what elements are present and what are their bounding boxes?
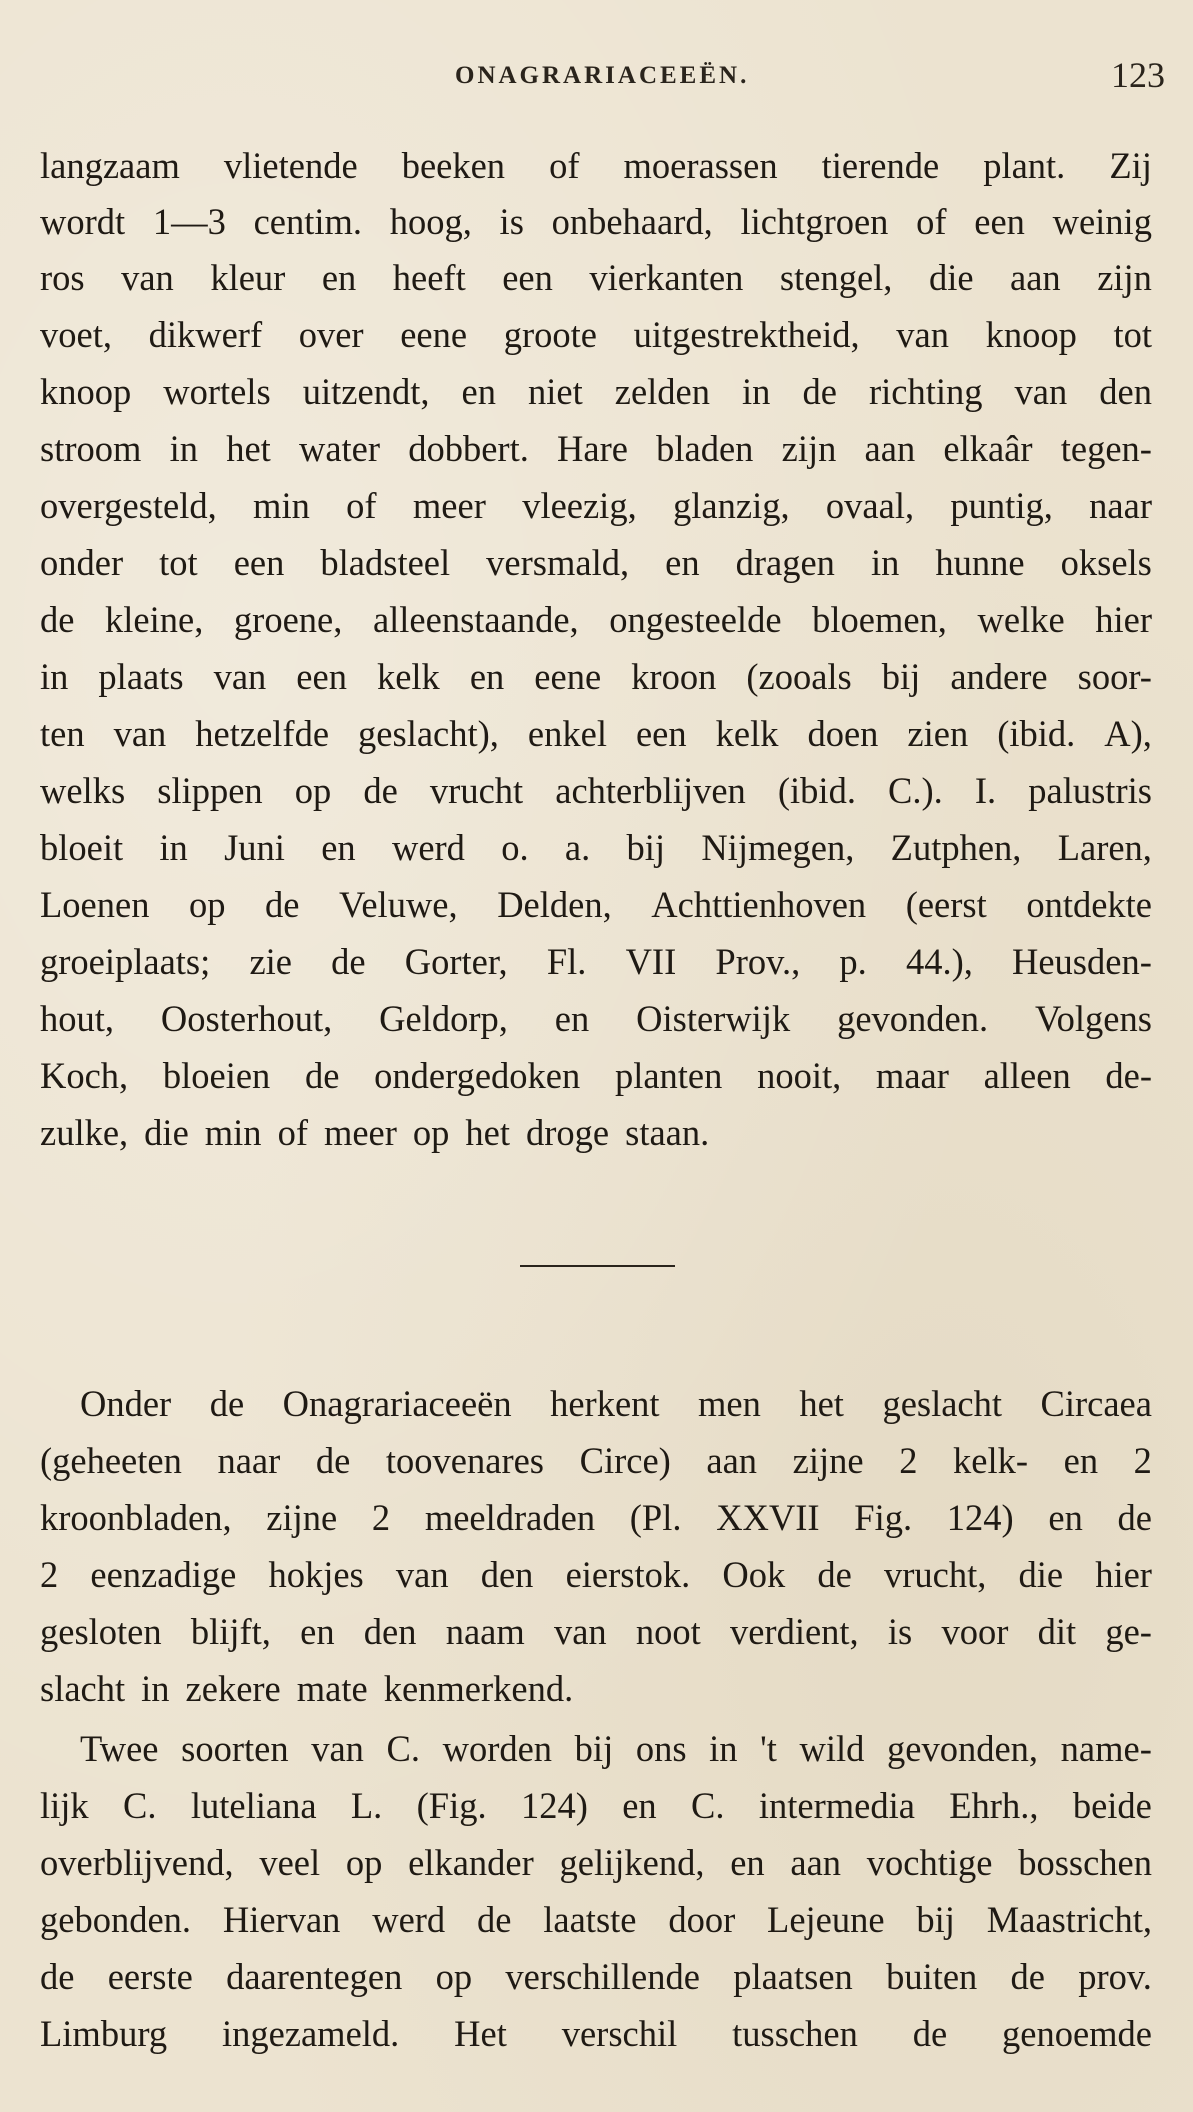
text-line: (geheeten naar de toovenares Circe) aan zijne 2 kelk- en 2 xyxy=(40,1440,1152,1481)
text-line: overblijvend, veel op elkander gelijkend, en aan vochtige bosschen xyxy=(40,1842,1152,1883)
text-line: Koch, bloeien de ondergedoken planten nooit, maar alleen de- xyxy=(40,1055,1152,1096)
text-line: welks slippen op de vrucht achterblijven (ibid. C.). I. palustris xyxy=(40,770,1152,811)
text-line: overgesteld, min of meer vleezig, glanzig, ovaal, puntig, naar xyxy=(40,485,1152,526)
text-line: hout, Oosterhout, Geldorp, en Oisterwijk gevonden. Volgens xyxy=(40,998,1152,1039)
text-line: kroonbladen, zijne 2 meeldraden (Pl. XXVII Fig. 124) en de xyxy=(40,1497,1152,1538)
section-divider xyxy=(520,1265,675,1267)
text-line: knoop wortels uitzendt, en niet zelden in de richting van den xyxy=(40,371,1152,412)
running-title: ONAGRARIACEEËN. xyxy=(455,62,750,89)
page-number: 123 xyxy=(1111,55,1165,95)
text-line: in plaats van een kelk en eene kroon (zooals bij andere soor- xyxy=(40,656,1152,697)
text-line: slacht in zekere mate kenmerkend. xyxy=(40,1668,574,1709)
text-line: 2 eenzadige hokjes van den eierstok. Ook de vrucht, die hier xyxy=(40,1554,1152,1595)
text-line: wordt 1—3 centim. hoog, is onbehaard, lichtgroen of een weinig xyxy=(40,201,1152,242)
text-line: groeiplaats; zie de Gorter, Fl. VII Prov., p. 44.), Heusden- xyxy=(40,941,1152,982)
text-line: de kleine, groene, alleenstaande, ongesteelde bloemen, welke hier xyxy=(40,599,1152,640)
text-line: bloeit in Juni en werd o. a. bij Nijmegen, Zutphen, Laren, xyxy=(40,827,1152,868)
text-line: voet, dikwerf over eene groote uitgestrektheid, van knoop tot xyxy=(40,314,1152,355)
text-line: gesloten blijft, en den naam van noot verdient, is voor dit ge- xyxy=(40,1611,1152,1652)
text-line: onder tot een bladsteel versmald, en dragen in hunne oksels xyxy=(40,542,1152,583)
text-line: Limburg ingezameld. Het verschil tusschen de genoemde xyxy=(40,2013,1152,2054)
text-line: de eerste daarentegen op verschillende plaatsen buiten de prov. xyxy=(40,1956,1152,1997)
text-line: lijk C. luteliana L. (Fig. 124) en C. intermedia Ehrh., beide xyxy=(40,1785,1152,1826)
text-line: ros van kleur en heeft een vierkanten stengel, die aan zijn xyxy=(40,257,1152,298)
running-head xyxy=(40,55,1165,98)
text-line: Onder de Onagrariaceeën herkent men het geslacht Circaea xyxy=(80,1383,1152,1424)
text-line: Twee soorten van C. worden bij ons in 't wild gevonden, name- xyxy=(80,1728,1152,1769)
text-line: zulke, die min of meer op het droge staan. xyxy=(40,1112,710,1153)
text-line: Loenen op de Veluwe, Delden, Achttienhoven (eerst ontdekte xyxy=(40,884,1152,925)
text-line: ten van hetzelfde geslacht), enkel een kelk doen zien (ibid. A), xyxy=(40,713,1152,754)
text-line: langzaam vlietende beeken of moerassen tierende plant. Zij xyxy=(40,145,1152,186)
text-line: gebonden. Hiervan werd de laatste door Lejeune bij Maastricht, xyxy=(40,1899,1152,1940)
text-line: stroom in het water dobbert. Hare bladen zijn aan elkaâr tegen- xyxy=(40,428,1152,469)
